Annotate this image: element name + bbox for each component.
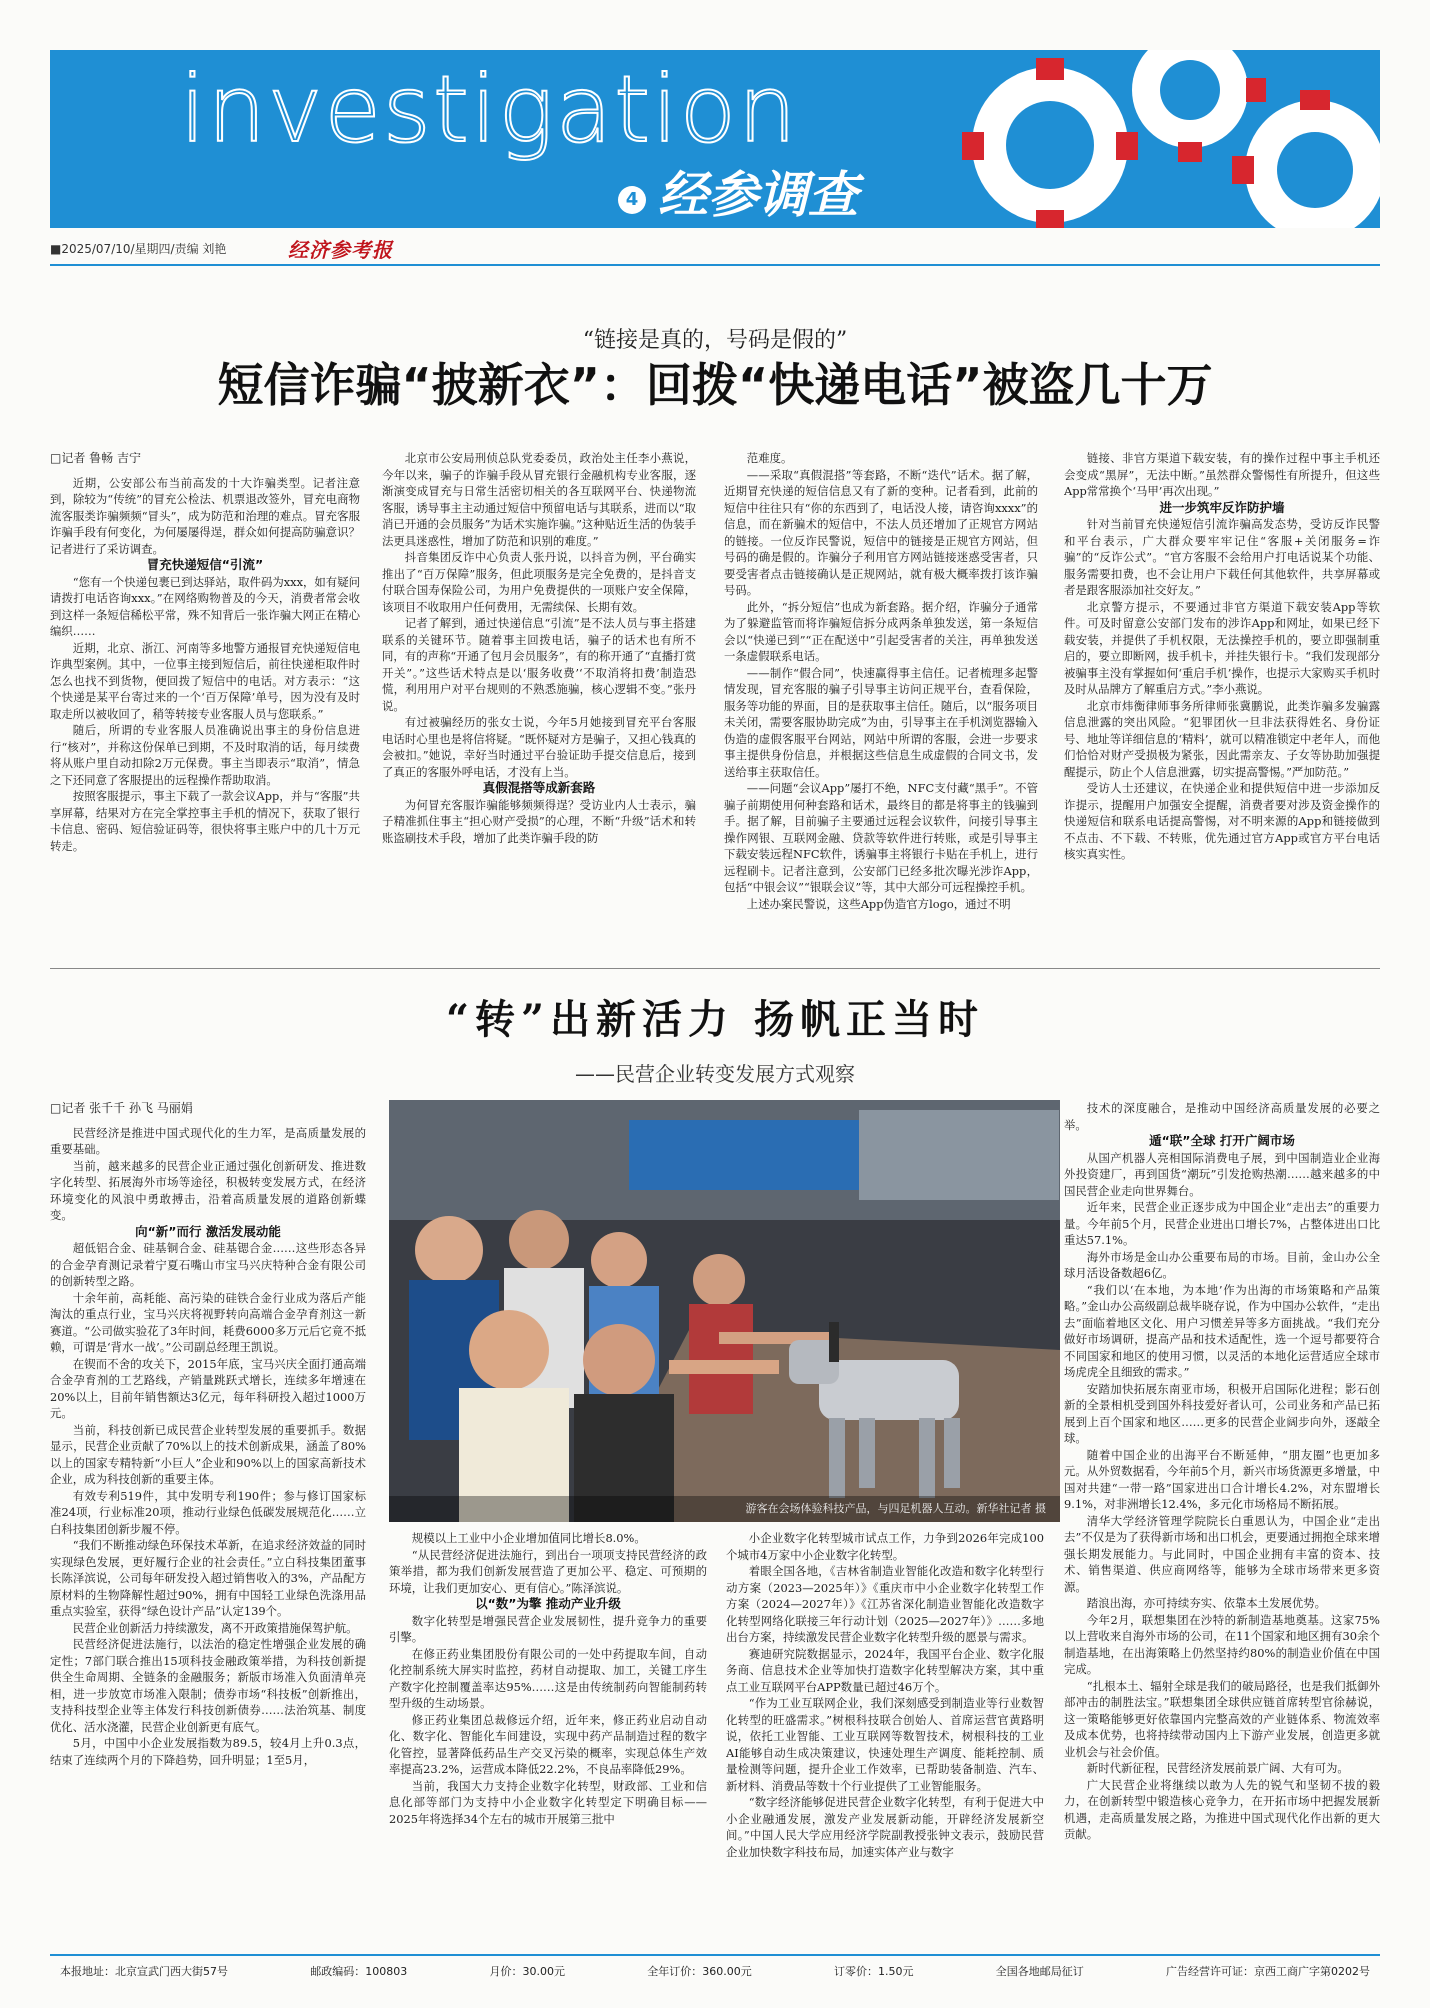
article2-column-2 [389,1530,707,1945]
footer-address: 本报地址：北京宣武门西大街57号 [60,1965,228,1978]
article1-column-4 [1064,450,1380,960]
article1-column-3 [724,450,1038,960]
paragraph: 清华大学经济管理学院院长白重恩认为，中国企业“走出去”不仅是为了获得新市场和出口机会，更要通过拥抱全球来增强长期发展能力。与此同时，中国企业拥有丰富的资本、技术、销售渠道、供应商网络等，能够为全球市场带来更多资源。 [1064,1513,1380,1594]
paragraph: ——问题“会议App”屡打不绝，NFC支付藏“黑手”。不管骗子前期使用何种套路和话术，最终目的都是将事主的钱骗到手。据了解，目前骗子主要通过远程会议软件，问接引导事主操作网银、互联网金融、贷款等软件进行转账，或是引导事主下载安装远程NFC软件，诱骗事主将银行卡贴在手机上，进行远程刷卡。记者注意到，公安部门已经多批次曝光涉诈App，包括“中银会议”“银联会议”等，其中大部分可远程操控手机。 [724,781,1038,894]
robot-dog-crowd-photo [389,1100,1060,1522]
paragraph: 民营经济是推进中国式现代化的生力军，是高质量发展的重要基础。 [50,1125,366,1156]
paragraph: 从国产机器人亮相国际消费电子展，到中国制造业企业海外投资建厂，再到国货“潮玩”引发抢购热潮……越来越多的中国民营企业走向世界舞台。 [1064,1150,1380,1198]
paragraph: 记者了解到，通过快递信息“引流”是不法人员与事主搭建联系的关键环节。随着事主回拨电话，骗子的话术也有所不同，有的声称“开通了包月会员服务”，有的称开通了“直播打赏开关”。”这些话术特点是以‘服务收费’‘不取消将扣费’制造恐慌，利用用户对平台规则的不熟悉施骗，核心逻辑不变。”张丹说。 [382,616,696,713]
paragraph: 北京警方提示，不要通过非官方渠道下载安装App等软件。可及时留意公安部门发布的涉诈App和网址，如果已经下载安装，并提供了手机权限，无法操控手机的，要立即强制重启的，要立即断网，拔手机卡，并挂失银行卡。“我们发现部分被骗事主没有掌握如何‘重启手机’操作，也提示大家购买手机时及时从品牌方了解重启方式。”李小燕说。 [1064,599,1380,696]
section-divider [50,968,1380,969]
article1-column-1 [50,450,360,960]
paragraph: 随着中国企业的出海平台不断延伸，“朋友圈”也更加多元。从外贸数据看，今年前5个月，新兴市场货源更多增量，中国对共建“一带一路”国家进出口合计增长4.2%，对东盟增长9.1%，对非洲增长12.4%，多元化市场格局不断拓展。 [1064,1447,1380,1511]
paragraph: ——采取“真假混搭”等套路，不断“迭代”话术。据了解，近期冒充快递的短信信息又有了新的变种。记者看到，此前的短信中往往只有“你的东西到了，电话没人接，请咨询xxxx”的信息，而在新骗术的短信中，不法人员还增加了正规官方网站的链接。一位反诈民警说，短信中的链接是正规官方网站，但号码的确是假的。诈骗分子利用官方网站链接迷惑受害者，只要受害者点击链接确认是正规网站，就有极大概率拨打该诈骗号码。 [724,467,1038,597]
footer-subscription: 全国各地邮局征订 [995,1965,1084,1978]
paragraph: 近期，北京、浙江、河南等多地警方通报冒充快递短信电诈典型案例。其中，一位事主接到短信后，前往快递柜取件时怎么也找不到货物，便回拨了短信中的电话。对方表示：“这个快递是某平台寄过来的一个‘百万保障’单号，因为没有及时取走所以被收回了，稍等转接专业客服人员与您联系。” [50,640,360,721]
paragraph: “数字经济能够促进民营企业数字化转型，有利于促进大中小企业融通发展，激发产业发展新动能，开辟经济发展新空间。”中国人民大学应用经济学院副教授张钟文表示，鼓励民营企业加快数字科技布局，加速实体产业与数字 [726,1795,1044,1859]
paper-logo: 经济参考报 [288,238,393,262]
paragraph: 广大民营企业将继续以敢为人先的锐气和坚韧不拔的毅力，在创新转型中锻造核心竞争力，在开拓市场中把握发展新机遇，走高质量发展之路，为推进中国式现代化作出新的更大贡献。 [1064,1777,1380,1841]
paragraph: 当前，越来越多的民营企业正通过强化创新研发、推进数字化转型、拓展海外市场等途径，积极转变发展方式，在经济环境变化的风浪中勇敢搏击，沿着高质量发展的道路创新蝶变。 [50,1158,366,1222]
issue-info-row [50,232,1380,262]
article1-section-title-2: 真假混搭等成新套路 [482,780,596,795]
article1-intro: 近期，公安部公布当前高发的十大诈骗类型。记者注意到，除较为“传统”的冒充公检法、机票退改签外，冒充电商物流客服类诈骗频频“冒头”，成为防范和治理的难点。冒充客服诈骗手段有何变化，为何屡屡得逞，群众如何提高防骗意识？记者进行了采访调查。 [50,475,360,556]
footer-retail-price: 订零价：1.50元 [834,1965,914,1978]
article1-section-title-3: 进一步筑牢反诈防护墙 [1159,499,1285,515]
paragraph: ——制作“假合同”，快速赢得事主信任。记者梳理多起警情发现，冒充客服的骗子引导事主访问正规平台，查看保险，服务等功能的界面，目的是获取事主信任。随后，以“服务项目未关闭，需要客服协助完成”为由，引导事主在手机浏览器输入伪造的虚假客服平台网站，网站中所谓的客服，会进一步要求事主提供身份信息，并根据这些信息生成虚假的合同文书，发送给事主获取信任。 [724,665,1038,779]
article2-headline: “转”出新活力 扬帆正当时 [446,996,984,1043]
article2-column-1 [50,1100,366,1945]
paragraph: 链接、非官方渠道下载安装，有的操作过程中事主手机还会变成“黑屏”，无法中断。”虽然群众警惕性有所提升，但这些App常常换个‘马甲’再次出现。” [1064,451,1380,498]
footer-monthly-price: 月价：30.00元 [489,1965,565,1978]
paragraph: 民营经济促进法施行，以法治的稳定性增强企业发展的确定性；7部门联合推出15项科技金融政策举措，为科技创新提供全生命周期、全链条的金融服务；新版市场准入负面清单亮相，进一步放宽市场准入限制；债券市场“科技板”创新推出，支持科技型企业等主体发行科技创新债券……法治筑基、制度优化、活水浇灌，民营企业创新更有底气。 [50,1637,366,1734]
paragraph: 规模以上工业中小企业增加值同比增长8.0%。 [411,1531,646,1545]
article2-section-title-3: 遁“联”全球 打开广阔市场 [1149,1133,1295,1148]
paragraph: 有效专利519件，其中发明专利190件；参与修订国家标准24项，行业标准20项，推动行业绿色低碳发展规范化……立白科技集团创新步履不停。 [50,1488,366,1536]
article1-byline: □记者 鲁畅 吉宁 [50,451,141,465]
issue-info: ■2025/07/10/星期四/责编 刘艳 [50,242,227,256]
paragraph: 北京市炜衡律师事务所律师张冀鹏说，此类诈骗多发骗露信息泄露的突出风险。“犯罪团伙一旦非法获得姓名、身份证号、地址等详细信息的‘精料’，就可以精准锁定中老年人，而他们恰恰对财产受损极为紧张，因此需亲友、子女等协助加强提醒提示，防止个人信息泄露，切实提高警惕。”严加防范。” [1064,698,1380,779]
article2-byline: □记者 张千千 孙飞 马丽娟 [50,1101,193,1115]
paragraph: 上述办案民警说，这些App伪造官方logo，通过不明 [746,896,1011,911]
paragraph: 范难度。 [746,451,793,465]
event-photo [389,1100,1060,1522]
masthead-banner [50,50,1380,228]
gears-decoration-icon [860,50,1380,228]
paragraph: 此外，“拆分短信”也成为新套路。据介绍，诈骗分子通常为了躲避监管而将诈骗短信拆分成两条单独发送，第一条短信会以“快递已到”“正在配送中”引起受害者的关注，再单独发送一条虚假联系电话。 [724,599,1038,663]
paragraph: 近年来，民营企业正逐步成为中国企业“走出去”的重要力量。今年前5个月，民营企业进出口增长7%，占整体进出口比重达57.1%。 [1064,1200,1380,1247]
paragraph: 十余年前，高耗能、高污染的硅铁合金行业成为落后产能淘汰的重点行业，宝马兴庆将视野转向高端合金孕育剂这一新赛道。“公司做实验花了3年时间，耗费6000多万元后它竟不抵赖，可谓是‘背水一战’。”公司副总经理王凯说。 [50,1290,366,1354]
article2-section-title-2: 以“数”为擎 推动产业升级 [475,1596,621,1611]
article1-kicker: “链接是真的，号码是假的” [582,328,848,353]
footer-ad-license: 广告经营许可证：京西工商广字第0202号 [1166,1965,1370,1978]
paragraph: 新时代新征程，民营经济发展前景广阔、大有可为。 [1086,1761,1349,1775]
paragraph: 5月，中国中小企业发展指数为89.5，较4月上升0.3点，结束了连续两个月的下降趋势，回升明显；1至5月， [50,1736,366,1767]
paragraph: “扎根本土、辐射全球是我们的破局路径，也是我们抵御外部冲击的制胜法宝。”联想集团全球供应链首席转型官徐赫说，这一策略能够更好依靠国内完整高效的产业链体系、物流效率及成本优势，也将持续带动国内上下游产业发展，创造更多就业机会与社会价值。 [1064,1678,1380,1759]
footer-postcode: 邮政编码：100803 [310,1965,408,1978]
paragraph: 北京市公安局刑侦总队党委委员，政治处主任李小燕说，今年以来，骗子的诈骗手段从冒充银行金融机构专业客服，逐渐演变成冒充与日常生活密切相关的各互联网平台、快递物流客服，诱导事主主动通过短信中预留电话与其联系，进而以“取消已开通的会员服务”为话术实施诈骗。”这种贴近生活的伪装手法更具迷惑性，增加了防范和识别的难度。” [382,451,696,548]
paragraph: 超低铝合金、硅基铜合金、硅基锶合金……这些形态各异的合金孕育测记录着宁夏石嘴山市宝马兴庆特种合金有限公司的创新转型之路。 [50,1241,366,1288]
paragraph: “从民营经济促进法施行，到出台一项项支持民营经济的政策举措，都为我们创新发展营造了更加公平、稳定、可预期的环境，让我们更加安心、更有信心。”陈泽滨说。 [389,1547,707,1595]
footer-annual-price: 全年订价：360.00元 [647,1965,752,1978]
masthead-chinese-title: 经参调查 [658,166,858,224]
paragraph: 为何冒充客服诈骗能够频频得逞？受访业内人士表示，骗子精准抓住事主“担心财产受损”的心理，不断“升级”话术和转账盗刷技术手段，增加了此类诈骗手段的防 [382,797,696,845]
article2-subheadline: ——民营企业转变发展方式观察 [575,1062,855,1086]
paragraph: 海外市场是金山办公重要布局的市场。目前，金山办公全球月活设备数超6亿。 [1064,1249,1380,1280]
paragraph: 赛迪研究院数据显示，2024年，我国平台企业、数字化服务商、信息技术企业等加快打造数字化转型解决方案，其中重点工业互联网平台APP数量已超过46万个。 [726,1646,1044,1694]
paragraph: “您有一个快递包裹已到达驿站，取件码为xxx，如有疑问请拨打电话咨询xxx。”在网络购物普及的今天，消费者常会收到这样一条短信稀松平常，殊不知背后一张诈骗大网正在精心编织…… [50,574,360,638]
article1-section-title-1: 冒充快递短信“引流” [146,557,264,572]
paragraph: 今年2月，联想集团在沙特的新制造基地奠基。这家75%以上营收来自海外市场的公司，在11个国家和地区拥有30余个制造基地，在出海策略上仍然坚持约80%的制造业价值在中国完成。 [1064,1612,1380,1676]
article2-column-3 [726,1530,1044,1945]
photo-caption: 游客在会场体验科技产品，与四足机器人互动。新华社记者 摄 [389,1496,1060,1522]
article1-column-2 [382,450,696,960]
article2-section-title-1: 向“新”而行 激活发展动能 [135,1223,281,1239]
paragraph: 受访人士还建议，在快递企业和提供短信中进一步添加反诈提示，提醒用户加强安全提醒，消费者要对涉及资金操作的快递短信和联系电话提高警惕，对不明来源的App和链接做到不点击、不下载、不转账，优先通过官方App或官方平台电话核实真实性。 [1064,781,1380,861]
paragraph: 在锲而不舍的攻关下，2015年底，宝马兴庆全面打通高端合金孕育剂的工艺路线，产销量跳跃式增长，连续多年增速在20%以上，目前年销售额达3亿元，每年科研投入超过1000万元。 [50,1356,366,1420]
paragraph: 当前，我国大力支持企业数字化转型，财政部、工业和信息化部等部门为支持中小企业数字化转型定下明确目标——2025年将选择34个左右的城市开展第三批中 [389,1778,707,1826]
paragraph: 当前，科技创新已成民营企业转型发展的重要抓手。数据显示，民营企业贡献了70%以上的技术创新成果，涵盖了80%以上的国家专精特新“小巨人”企业和90%以上的国家高新技术企业，成为科技创新的重要主体。 [50,1422,366,1486]
paragraph: 民营企业创新活力持续激发，离不开政策措施保驾护航。 [72,1620,358,1635]
paragraph: 着眼全国各地，《吉林省制造业智能化改造和数字化转型行动方案（2023—2025年）》《重庆市中小企业数字化转型工作方案（2024—2027年）》《江苏省深化制造业智能化改造数字化转型网络化联接三年行动计划（2025—2027年）》……多地出台方案，持续激发民营企业数字化转型升级的愿景与需求。 [726,1564,1044,1644]
paragraph: 按照客服提示，事主下载了一款会议App，并与“客服”共享屏幕，结果对方在完全掌控事主手机的情况下，获取了银行卡信息、密码、短信验证码等，很快将事主账户中的几十万元转走。 [50,789,360,853]
paragraph: 抖音集团反诈中心负责人张丹说，以抖音为例，平台确实推出了“百万保障”服务，但此项服务是完全免费的，是抖音支付联合国寿保险公司，为用户免费提供的一项账户安全保障，该项目不收取用户任何费用，无需续保、长期有效。 [382,550,696,614]
page-number-badge: 4 [618,186,646,214]
paragraph: 针对当前冒充快递短信引流诈骗高发态势，受访反诈民警和平台表示，广大群众要牢牢记住“客服+关闭服务=诈骗”的“反诈公式”。“官方客服不会给用户打电话说某个功能、服务需要扣费，也不会让用户下载任何其他软件，共享屏幕或者是跟客服添加社交好友。” [1064,517,1380,597]
paragraph: 踏浪出海，亦可持续夯实、依靠本土发展优势。 [1086,1596,1327,1610]
paragraph: 有过被骗经历的张女士说，今年5月她接到冒充平台客服电话时心里也是将信将疑。“既怀疑对方是骗子，又担心钱真的会被扣。”她说，幸好当时通过平台验证助手提交信息后，接到了真正的客服外呼电话，才没有上当。 [382,715,696,779]
paragraph: 小企业数字化转型城市试点工作，力争到2026年完成100个城市4万家中小企业数字化转型。 [726,1531,1044,1562]
masthead-rule [50,264,1380,266]
article2-column-4 [1064,1100,1380,1945]
paragraph: 在修正药业集团股份有限公司的一处中药提取车间，自动化控制系统大屏实时监控，药材自动提取、加工，关键工序生产数字化控制覆盖率达95%……这是由传统制药向智能制药转型升级的生动场景。 [389,1646,707,1710]
paragraph: 技术的深度融合，是推动中国经济高质量发展的必要之举。 [1064,1101,1380,1132]
paragraph: 安踏加快拓展东南亚市场，积极开启国际化进程；影石创新的全景相机受到国外科技爱好者认可，公司业务和产品已拓展到上百个国家和地区……更多的民营企业阔步向外，逐敲全球。 [1064,1381,1380,1445]
article1-headline: 短信诈骗“披新衣”：回拨“快递电话”被盗几十万 [217,358,1213,412]
paragraph: 数字化转型是增强民营企业发展韧性，提升竞争力的重要引擎。 [389,1613,707,1644]
masthead-english-title: investigation [180,56,799,163]
paragraph: “我们不断推动绿色环保技术革新，在追求经济效益的同时实现绿色发展，更好履行企业的社会责任。”立白科技集团董事长陈泽滨说，公司每年研发投入超过销售收入的3%，产品配方原材料的生物降解性超过90%，拥有中国轻工业绿色洗涤用品重点实验室，获得“绿色设计产品”认定139个。 [50,1538,366,1618]
paragraph: 修正药业集团总裁修远介绍，近年来，修正药业启动自动化、数字化、智能化车间建设，实现中药产品制造过程的数字化管控，显著降低药品生产交叉污染的概率，实现总体生产效率提高23.2%，运营成本降低22.2%，不良品率降低29%。 [389,1712,707,1776]
footer-bar [50,1954,1380,1980]
paragraph: 随后，所谓的专业客服人员准确说出事主的身份信息进行“核对”，并称这份保单已到期，不及时取消的话，每月续费将从账户里自动扣除2万元保费。事主当即表示“取消”，情急之下还同意了客服提出的远程操作帮助取消。 [50,723,360,787]
paragraph: “我们以‘在本地，为本地’作为出海的市场策略和产品策略。”金山办公高级副总裁毕晓存说，作为中国办公软件，“走出去”面临着地区文化、用户习惯差异等多方面挑战。“我们充分做好市场调研，提高产品和技术适配性，选一个逗号都要符合不同国家和地区的使用习惯，以灵活的本地化运营适应全球市场虎虎全且细致的需求。” [1064,1282,1380,1379]
paragraph: “作为工业互联网企业，我们深刻感受到制造业等行业数智化转型的旺盛需求。”树根科技联合创始人、首席运营官黄路明说，依托工业智能、工业互联网等数智技术，树根科技的工业AI能够自动生成决策建议，快速处理生产调度、能耗控制、质量检测等问题，提升企业工作效率，已帮助装备制造、汽车、新材料、消费品等数十个行业提供了工业智能服务。 [726,1696,1044,1793]
